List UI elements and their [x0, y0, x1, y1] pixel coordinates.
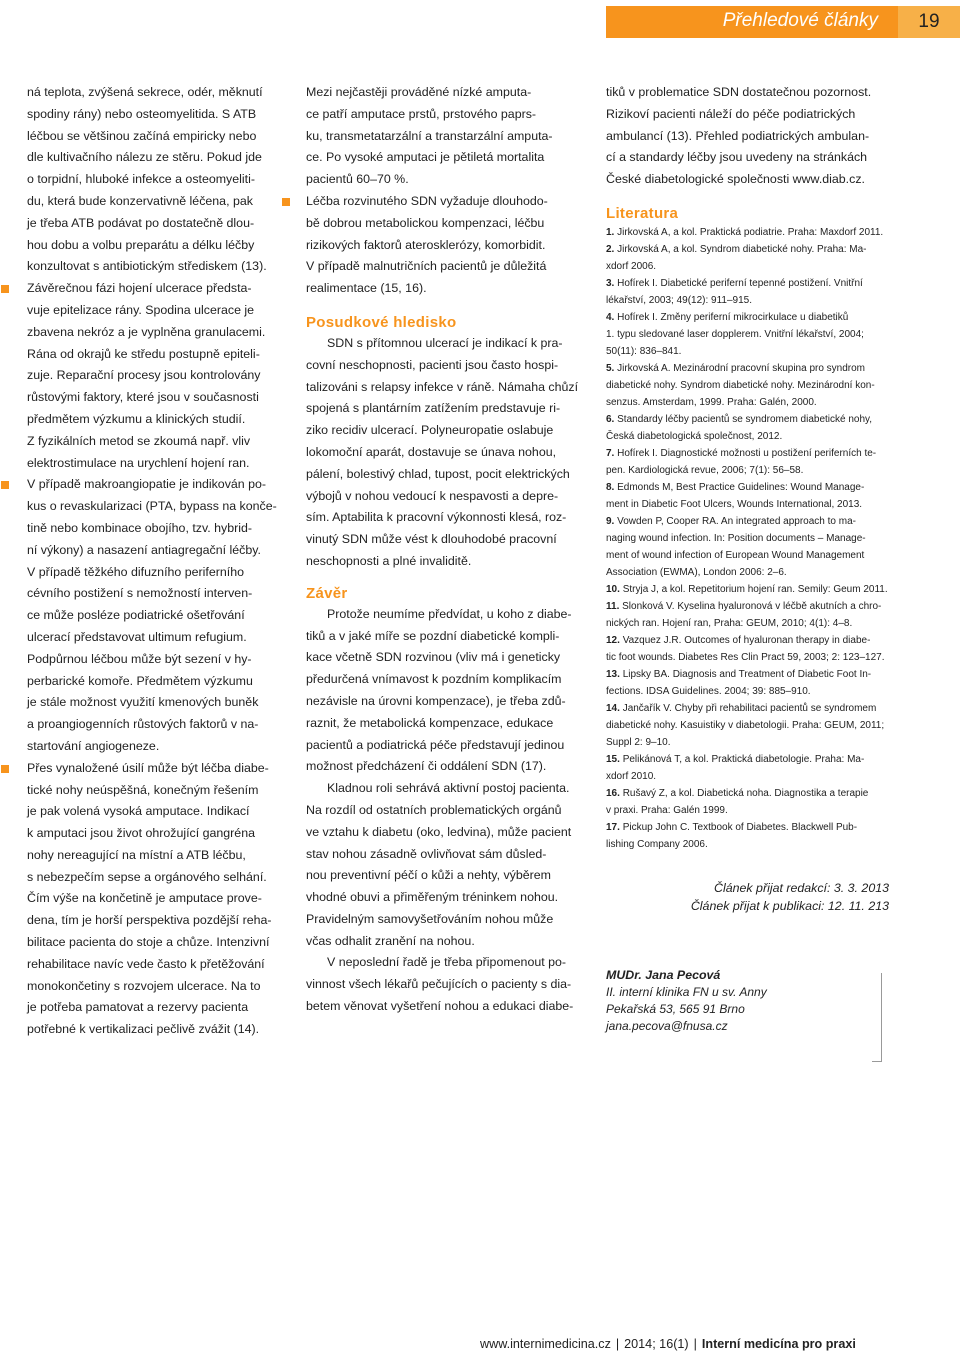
reference-number: 14. — [606, 702, 623, 714]
text-line: Závěrečnou fázi hojení ulcerace předsta- — [27, 281, 252, 296]
col1-bullet-epithelization — [27, 278, 289, 474]
reference-text: Vazquez J.R. Outcomes of hyaluronan therapy in diabe- — [622, 634, 871, 646]
reference-number: 2. — [606, 243, 618, 255]
text-line: Léčba rozvinutého SDN vyžaduje dlouhodo- — [306, 193, 548, 208]
text-line: nou preventivní péčí o kůži a nehty, výběrem — [306, 868, 551, 883]
reference-item — [606, 666, 891, 700]
text-line: pacientů 60–70 %. — [306, 172, 409, 187]
text-line: k amputaci jsou život ohrožující gangréna — [27, 826, 255, 841]
text-line: je potřeba pamatovat a rezervy pacienta — [27, 1000, 249, 1015]
column-1 — [27, 82, 289, 1041]
reference-number: 1. — [606, 226, 618, 238]
text-line: rizikových faktorů aterosklerózy, komorbidit. — [306, 237, 546, 252]
text-line: tině nebo kombinace obojího, tzv. hybrid- — [27, 520, 252, 535]
text-line: raznit, že metabolická kompenzace, edukace — [306, 715, 554, 730]
text-line: lokomoční aparát, dostavuje se únava nohou, — [306, 444, 557, 459]
text-line: ce patří amputace prstů, prstového paprs- — [306, 106, 537, 121]
reference-text: lishing Company 2006. — [606, 838, 708, 850]
text-line: ulcerací představovat ultimum refugium. — [27, 629, 247, 644]
heading-literatura: Literatura — [606, 204, 679, 222]
col2-bullet-treatment — [306, 191, 589, 300]
text-line: ce. Po vysoké amputaci je pětiletá mortalita — [306, 150, 545, 165]
posudek-paragraph — [306, 333, 589, 573]
text-line: včas odhalit zranění na nohou. — [306, 933, 475, 948]
text-line: cévního postižení s nemožností interven- — [27, 586, 253, 601]
text-line: kus o revaskularizaci (PTA, bypass na konče- — [27, 499, 277, 514]
text-line: du, která bude konzervativně léčena, pak — [27, 193, 253, 208]
reference-text: tic foot wounds. Diabetes Res Clin Pract 59, 2003; 2: 123–127. — [606, 651, 885, 663]
reference-number: 17. — [606, 821, 623, 833]
text-line: potřebné k vertikalizaci pečlivě zvážit (14). — [27, 1022, 260, 1037]
text-line: neschopnosti a plné invaliditě. — [306, 553, 472, 568]
text-line: Mezi nejčastěji prováděné nízké amputa- — [306, 85, 532, 99]
reference-text: Stryja J, a kol. Repetitorium hojení ran. Semily: Geum 2011. — [622, 583, 888, 595]
col1-intro — [27, 82, 289, 278]
received-date: Článek přijat redakcí: 3. 3. 2013 — [714, 880, 889, 895]
reference-item — [606, 241, 891, 275]
text-line: V případě těžkého difuzního periferního — [27, 564, 244, 579]
reference-text: lékařství, 2003; 49(12): 911–915. — [606, 294, 753, 306]
heading-zaver: Závěr — [306, 584, 348, 602]
col3-intro — [606, 82, 891, 191]
text-line: startování angiogeneze. — [27, 738, 160, 753]
reference-text: Pelikánová T, a kol. Praktická diabetologie. Praha: Ma- — [622, 753, 865, 765]
text-line: Kladnou roli sehrává aktivní postoj pacienta. — [327, 781, 570, 796]
reference-text: Pickup John C. Textbook of Diabetes. Blackwell Pub- — [622, 821, 858, 833]
text-line: hou dobu a volbu preparátu a délku léčby — [27, 237, 255, 252]
text-line: konzultovat s antibiotickým střediskem (13). — [27, 259, 267, 274]
text-line: SDN s přítomnou ulcerací je indikací k pra- — [327, 335, 563, 350]
reference-number: 16. — [606, 787, 623, 799]
text-line: zbavena nekróz a je vyplněna granulacemi. — [27, 324, 266, 339]
reference-text: senzus. Amsterdam, 1999. Praha: Galén, 2000. — [606, 396, 817, 408]
reference-text: Jančařík V. Chyby při rehabilitaci pacientů se syndromem — [622, 702, 877, 714]
reference-item — [606, 411, 891, 445]
text-line: V případě malnutričních pacientů je důležitá — [306, 259, 547, 274]
column-2 — [306, 82, 589, 1018]
text-line: Čím výše na končetině je amputace prove- — [27, 891, 262, 906]
col2-intro — [306, 82, 589, 191]
text-line: bilitace pacienta do stoje a chůze. Intenzivní — [27, 935, 270, 950]
reference-item — [606, 581, 891, 598]
text-line: možnost předcházení či oddálení SDN (17). — [306, 759, 547, 774]
reference-text: Hofírek I. Diagnostické možnosti u postižení periferních te- — [617, 447, 877, 459]
reference-text: Vowden P, Cooper RA. An integrated approach to ma- — [617, 515, 856, 527]
reference-item — [606, 632, 891, 666]
author-divider-tick — [872, 1061, 882, 1062]
author-email[interactable]: jana.pecova@fnusa.cz — [606, 1018, 728, 1033]
text-line: talizováni s relapsy infekce v ráně. Námaha chůzí — [306, 379, 579, 394]
text-line: předurčená vnímavost k pozdním komplikacím — [306, 672, 562, 687]
reference-text: pen. Kardiologická revue, 2006; 7(1): 56–58. — [606, 464, 804, 476]
text-line: dle kultivačního nálezu ze stěru. Pokud jde — [27, 150, 262, 165]
text-line: vinnost všech lékařů pečujících o pacienty s dia- — [306, 977, 572, 992]
text-line: ve vztahu k diabetu (oko, ledvina), může pacient — [306, 824, 572, 839]
text-line: nohy nereagující na místní a ATB léčbu, — [27, 847, 246, 862]
reference-item — [606, 513, 891, 581]
text-line: tiků v problematice SDN dostatečnou pozornost. — [606, 85, 872, 99]
footer-journal: Interní medicína pro praxi — [701, 1337, 856, 1351]
text-line: V neposlední řadě je třeba připomenout po- — [327, 955, 567, 970]
reference-text: Jirkovská A. Mezinárodní pracovní skupina pro syndrom — [617, 362, 866, 374]
col1-bullet-macroangiopathy — [27, 474, 289, 757]
reference-number: 10. — [606, 583, 623, 595]
page-number: 19 — [898, 6, 960, 38]
text-line: Rána od okrajů ke středu postupně epiteli- — [27, 346, 260, 361]
text-line: nezávisle na úrovni kompenzace), je třeba zdů- — [306, 693, 566, 708]
reference-item — [606, 309, 891, 360]
text-line: spodiny rány) nebo osteomyelitida. S ATB — [27, 106, 257, 121]
footer-website[interactable]: www.internimedicina.cz — [480, 1337, 611, 1351]
reference-number: 7. — [606, 447, 618, 459]
section-title: Přehledové články — [722, 10, 878, 31]
author-divider — [881, 973, 882, 1061]
text-line: ziko recidiv ulcerací. Polyneuropatie oslabuje — [306, 423, 554, 438]
article-dates — [606, 879, 891, 915]
text-line: o torpidní, hluboké infekce a osteomyeliti- — [27, 172, 255, 187]
reference-number: 6. — [606, 413, 618, 425]
reference-text: Standardy léčby pacientů se syndromem diabetické nohy, — [617, 413, 873, 425]
text-line: Přes vynaložené úsilí může být léčba diabe- — [27, 760, 269, 775]
author-address-1: II. interní klinika FN u sv. Anny — [606, 984, 767, 999]
reference-number: 13. — [606, 668, 623, 680]
zaver-paragraph-3 — [306, 952, 589, 1017]
text-line: sím. Aptabilita k pracovní výkonnosti klesá, roz- — [306, 510, 567, 525]
text-line: realimentace (15, 16). — [306, 281, 427, 296]
text-line: předmětem výzkumu a klinických studií. — [27, 411, 246, 426]
text-line: vuje epitelizace rány. Spodina ulcerace je — [27, 302, 255, 317]
reference-text: ment in Diabetic Foot Ulcers, Wounds International, 2013. — [606, 498, 863, 510]
reference-number: 4. — [606, 311, 618, 323]
reference-item — [606, 479, 891, 513]
reference-item — [606, 224, 891, 241]
footer: www.internimedicina.cz | 2014; 16(1) | Interní medicína pro praxi — [480, 1337, 856, 1351]
accepted-date: Článek přijat k publikaci: 12. 11. 213 — [690, 898, 889, 913]
text-line: ambulancí (13). Přehled podiatrických ambulan- — [606, 128, 870, 143]
text-line: Protože neumíme předvídat, u koho z diabe- — [327, 606, 572, 621]
author-block — [606, 967, 876, 1035]
reference-text: nických ran. Hojení ran, Praha: GEUM, 2010; 4(1): 4–8. — [606, 617, 853, 629]
text-line: Podpůrnou léčbou může být sezení v hy- — [27, 651, 252, 666]
reference-item — [606, 360, 891, 411]
reference-text: diabetické nohy. Kasuistiky v diabetologii. Praha: GEUM, 2011; — [606, 719, 885, 731]
heading-posudkove-hledisko: Posudkové hledisko — [306, 313, 457, 331]
reference-item — [606, 751, 891, 785]
footer-issue: 2014; 16(1) — [624, 1337, 689, 1351]
text-line: V případě makroangiopatie je indikován po- — [27, 477, 267, 492]
reference-item — [606, 700, 891, 751]
reference-item — [606, 445, 891, 479]
text-line: ná teplota, zvýšená sekrece, odér, měknutí — [27, 85, 263, 99]
text-line: monokončetiny s rozvojem ulcerace. Na to — [27, 978, 261, 993]
text-line: České diabetologické společnosti www.diab.cz. — [606, 172, 865, 187]
reference-text: ment of wound infection of European Wound Management — [606, 549, 865, 561]
zaver-paragraph-2 — [306, 778, 589, 952]
text-line: zuje. Reparační procesy jsou kontrolovány — [27, 368, 261, 383]
text-line: Rizikoví pacienti náleží do péče podiatrických — [606, 106, 856, 121]
text-line: pacientů a podiatrická péče představují jedinou — [306, 737, 565, 752]
text-line: spojená s plantárním zatížením predstavuje ri- — [306, 401, 561, 416]
text-line: je pak volená vysoká amputace. Indikací — [27, 804, 250, 819]
text-line: vhodné obuvi a přiměřeným tréninkem nohou. — [306, 890, 559, 905]
col1-bullet-amputation — [27, 758, 289, 1041]
column-3 — [606, 82, 891, 1035]
reference-number: 3. — [606, 277, 618, 289]
text-line: Z fyzikálních metod se zkoumá např. vliv — [27, 433, 251, 448]
reference-text: Hofírek I. Diabetické periferní tepenné postižení. Vnitřní — [617, 277, 863, 289]
reference-text: xdorf 2010. — [606, 770, 657, 782]
text-line: léčbou se většinou začíná empiricky nebo — [27, 128, 257, 143]
text-line: ku, transmetatarzální a transtarzální amputa- — [306, 128, 553, 143]
text-line: tiků a v jaké míře se pozdní diabetické kompli- — [306, 628, 560, 643]
header-bar — [606, 6, 960, 38]
reference-text: naging wound infection. In: Position documents – Manage- — [606, 532, 866, 544]
author-name: MUDr. Jana Pecová — [606, 967, 721, 982]
text-line: Pravidelným samovyšetřováním nohou může — [306, 911, 554, 926]
text-line: ce může posléze podiatrické ošetřování — [27, 608, 245, 623]
text-line: výbojů v nohou vedoucí k nespavosti a depre- — [306, 488, 559, 503]
reference-text: Edmonds M, Best Practice Guidelines: Wound Manage- — [617, 481, 865, 493]
text-line: růstovými faktory, které jsou v současnosti — [27, 390, 259, 405]
reference-text: 50(11): 836–841. — [606, 345, 682, 357]
text-line: Na rozdíl od ostatních problematických orgánů — [306, 802, 562, 817]
text-line: pálení, bolestivý chlad, tupost, pocit elektrických — [306, 466, 570, 481]
text-line: stav nohou zásadně ovlivňovat sám důsled- — [306, 846, 547, 861]
reference-text: 1. typu sledované laser dopplerem. Vnitřní lékařství, 2004; — [606, 328, 864, 340]
text-line: vinutý SDN může vést k dlouhodobé pracovní — [306, 532, 557, 547]
reference-text: Jirkovská A, a kol. Praktická podiatrie. Praha: Maxdorf 2011. — [617, 226, 884, 238]
text-line: je stále možnost využití kmenových buněk — [27, 695, 259, 710]
reference-text: Rušavý Z, a kol. Diabetická noha. Diagnostika a terapie — [622, 787, 869, 799]
text-line: rehabilitace navíc vede často k přetěžování — [27, 956, 265, 971]
text-line: ní výkony) a nasazení antiagregační léčby. — [27, 542, 261, 557]
text-line: covní neschopnosti, pacienti jsou často hospi- — [306, 357, 559, 372]
reference-number: 15. — [606, 753, 623, 765]
reference-item — [606, 598, 891, 632]
text-line: s nebezpečím sepse a orgánového selhání. — [27, 869, 267, 884]
text-line: bě dobrou metabolickou kompenzaci, léčbu — [306, 215, 545, 230]
reference-list — [606, 224, 891, 853]
reference-text: Slonková V. Kyselina hyaluronová v léčbě akutních a chro- — [622, 600, 882, 612]
reference-number: 12. — [606, 634, 623, 646]
reference-item — [606, 819, 891, 853]
reference-text: Hofírek I. Změny periferní mikrocirkulace u diabetiků — [617, 311, 849, 323]
author-address-2: Pekařská 53, 565 91 Brno — [606, 1001, 745, 1016]
text-line: cí a standardy léčby jsou uvedeny na stránkách — [606, 150, 868, 165]
text-line: betem věnovat vyšetření nohou a edukaci diabe- — [306, 999, 574, 1014]
reference-text: fections. IDSA Guidelines. 2004; 39: 885–910. — [606, 685, 811, 697]
reference-text: Association (EWMA), London 2006: 2–6. — [606, 566, 787, 578]
reference-number: 5. — [606, 362, 618, 374]
reference-text: v praxi. Praha: Galén 1999. — [606, 804, 728, 816]
reference-text: diabetické nohy. Syndrom diabetické nohy. Mezinárodní kon- — [606, 379, 875, 391]
reference-number: 8. — [606, 481, 618, 493]
reference-number: 9. — [606, 515, 618, 527]
reference-item — [606, 275, 891, 309]
text-line: elektrostimulace na urychlení hojení ran. — [27, 455, 250, 470]
reference-item — [606, 785, 891, 819]
reference-text: Suppl 2: 9–10. — [606, 736, 671, 748]
text-line: tické nohy neúspěšná, konečným řešením — [27, 782, 259, 797]
text-line: dena, tím je horší perspektiva pozdější reha- — [27, 913, 272, 928]
zaver-paragraph-1 — [306, 604, 589, 778]
text-line: je třeba ATB podávat po dostatečně dlou- — [27, 215, 255, 230]
reference-number: 11. — [606, 600, 623, 612]
text-line: a proangiogenních růstových faktorů v na- — [27, 717, 259, 732]
reference-text: xdorf 2006. — [606, 260, 657, 272]
reference-text: Lipsky BA. Diagnosis and Treatment of Diabetic Foot In- — [622, 668, 872, 680]
reference-text: Česká diabetologická společnost, 2012. — [606, 430, 783, 442]
text-line: kace včetně SDN rozvinou (vliv má i geneticky — [306, 650, 561, 665]
reference-text: Jirkovská A, a kol. Syndrom diabetické nohy. Praha: Ma- — [617, 243, 867, 255]
text-line: perbarické komoře. Předmětem výzkumu — [27, 673, 253, 688]
